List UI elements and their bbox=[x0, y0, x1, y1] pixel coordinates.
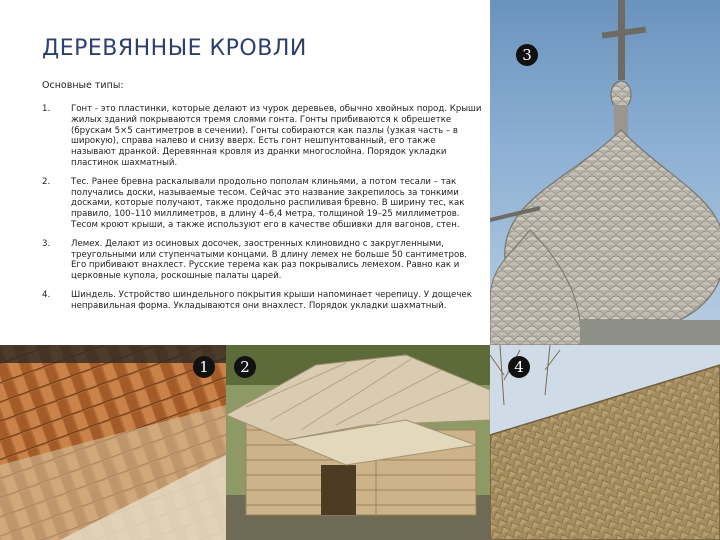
roof-types-list bbox=[42, 104, 482, 320]
photo-badge-2: 2 bbox=[234, 356, 256, 378]
list-number: 1. bbox=[42, 104, 51, 114]
photo-shingles bbox=[0, 345, 226, 540]
list-text: Тес. Ранее бревна раскалывали продольно пополам клиньями, а потом тесали – так получались доски, называемые тесом. Сейчас это название закрепилось за тонкими досками, которые получают, также продольно распиливая бревно. В ширину тес, как правило, 100–110 миллиметров, в длину 4–6,4 метра, толщиной 19–25 миллиметров. Тесом кроют крыши, а также используют его в качестве обшивки для вагонов, стен. bbox=[71, 176, 465, 230]
list-text: Гонт - это пластинки, которые делают из чурок деревьев, обычно хвойных пород. Крыши жилых зданий покрываются тремя слоями гонта. Гонты прибиваются к обрешетке (брускам 5×5 сантиметров в сечении). Гонты собираются как пазлы (узкая часть – в широкую), справа налево и снизу вверх. Есть гонт нешпунтованный, его также называют дранкой. Деревянная кровля из дранки многослойна. Порядок укладки пластинок шахматный. bbox=[71, 104, 482, 168]
slide-title: ДЕРЕВЯННЫЕ КРОВЛИ bbox=[42, 36, 307, 61]
list-number: 2. bbox=[42, 176, 51, 187]
list-number: 3. bbox=[42, 238, 51, 249]
list-text: Шиндель. Устройство шиндельного покрытия крыши напоминает черепицу. У дощечек неправильная форма. Укладываются они внахлест. Порядок укладки шахматный. bbox=[71, 289, 472, 311]
log-house-illustration bbox=[226, 345, 490, 540]
photo-log-house bbox=[226, 345, 490, 540]
photo-badge-4: 4 bbox=[508, 356, 530, 378]
photo-badge-3: 3 bbox=[516, 44, 538, 66]
subtitle: Основные типы: bbox=[42, 80, 124, 91]
list-item bbox=[42, 290, 482, 312]
photo-badge-1: 1 bbox=[193, 356, 215, 378]
list-number: 4. bbox=[42, 289, 51, 300]
list-item bbox=[42, 177, 482, 231]
shingles-illustration bbox=[0, 345, 226, 540]
list-item bbox=[42, 104, 482, 169]
list-text: Лемех. Делают из осиновых досочек, заостренных клиновидно с закругленными, треугольными или ступенчатыми концами. В длину лемех не больше 50 сантиметров. Его прибивают внахлест. Русские терема как раз покрывались лемехом. Равно как и церковные купола, роскошные палаты царей. bbox=[71, 238, 467, 282]
list-item bbox=[42, 239, 482, 282]
